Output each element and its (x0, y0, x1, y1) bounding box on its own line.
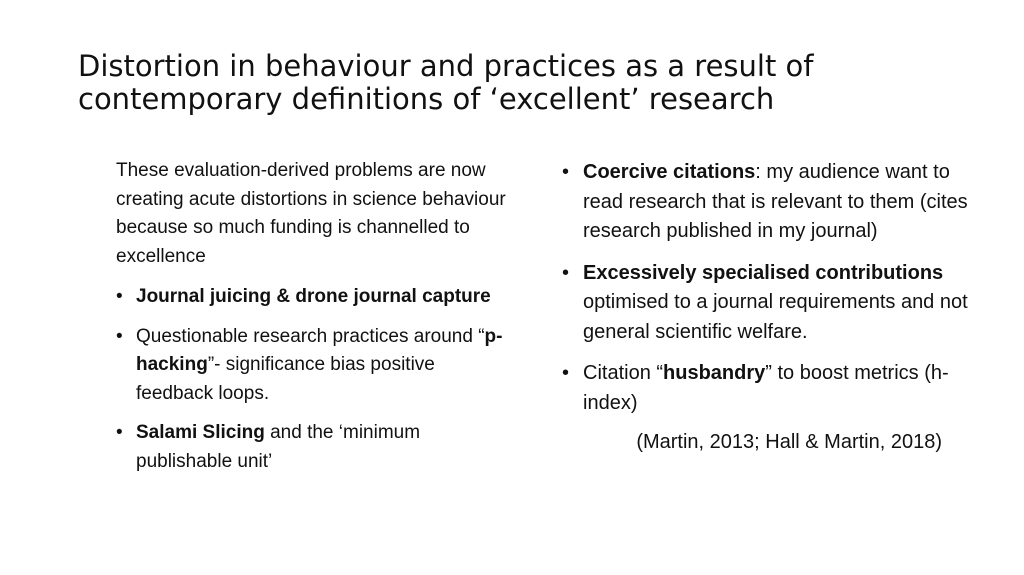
bullet-icon: • (562, 261, 570, 284)
intro-paragraph: These evaluation-derived problems are now creating acute distortions in science behaviour because so much funding is channelled to excellence (116, 160, 506, 267)
bullet-icon: • (116, 325, 123, 347)
list-item-p-hacking (116, 323, 506, 409)
list-item-journal-juicing (116, 283, 506, 312)
right-bullet-list (562, 158, 972, 418)
left-bullet-list (116, 283, 506, 476)
item-text-before: Citation “ (583, 362, 664, 384)
bullet-icon: • (562, 161, 570, 183)
list-item-specialised-contributions (562, 259, 972, 348)
item-text-before: Questionable research practices around “ (136, 325, 485, 347)
slide-title: Distortion in behaviour and practices as a result of contemporary definitions of ‘excellent’ research (78, 49, 814, 116)
item-bold-text: Excessively specialised contributions (583, 261, 944, 284)
item-text-after: ” to boost metrics (h-index) (583, 362, 949, 414)
bullet-icon: • (562, 362, 570, 384)
list-item-citation-husbandry (562, 359, 972, 418)
item-text-after: : my audience want to read research that is relevant to them (cites research published in my journal) (583, 161, 968, 242)
bullet-icon: • (116, 422, 123, 443)
item-text-after: ”- significance bias positive feedback loops. (136, 354, 435, 404)
item-bold-text: Salami Slicing (136, 422, 265, 443)
right-column (562, 158, 972, 458)
bullet-icon: • (116, 286, 123, 307)
list-item-salami-slicing (116, 419, 506, 476)
item-bold-text: Coercive citations (583, 161, 756, 183)
item-text-after: and the ‘minimum publishable unit’ (136, 422, 421, 472)
item-bold-text: Journal juicing & drone journal capture (136, 286, 491, 307)
left-column (116, 157, 506, 487)
item-bold-text: p-hacking (136, 325, 503, 375)
citation-reference: (Martin, 2013; Hall & Martin, 2018) (636, 431, 942, 453)
item-text-after: optimised to a journal requirements and not general scientific welfare. (583, 291, 968, 343)
item-bold-text: husbandry (663, 362, 766, 384)
list-item-coercive-citations (562, 158, 972, 247)
